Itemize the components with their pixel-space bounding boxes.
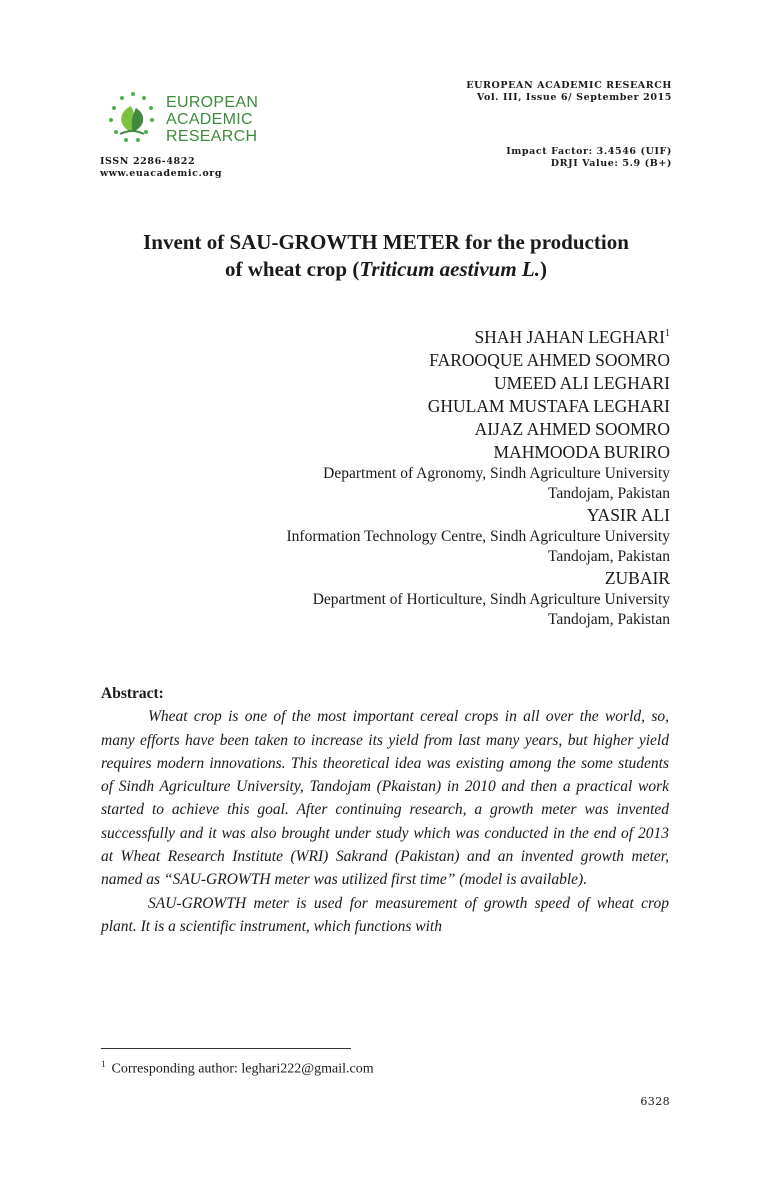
- affiliation-city: Tandojam, Pakistan: [547, 610, 670, 628]
- affiliation: Department of Agronomy, Sindh Agriculture University: [323, 464, 670, 482]
- abstract-paragraph: SAU-GROWTH meter is used for measurement of growth speed of wheat crop plant. It is a scientific instrument, which functions with: [101, 894, 669, 935]
- affiliation-city: Tandojam, Pakistan: [547, 484, 670, 502]
- impact-factor: Impact Factor: 3.4546 (UIF): [506, 146, 672, 157]
- title-text: of wheat crop (: [225, 257, 360, 281]
- footnote-mark: 1: [665, 328, 670, 339]
- impact-info: [420, 146, 672, 170]
- abstract-heading: Abstract:: [101, 685, 164, 702]
- author-name: ZUBAIR: [604, 567, 670, 588]
- logo-line-3: RESEARCH: [166, 128, 258, 145]
- footnote-number: 1: [101, 1059, 106, 1069]
- title-line-2: [100, 256, 672, 283]
- affiliation: Department of Horticulture, Sindh Agriculture University: [312, 590, 670, 608]
- author-name: SHAH JAHAN LEGHARI$^1$: [474, 326, 670, 347]
- issn: ISSN 2286-4822: [100, 156, 196, 167]
- journal-website: www.euacademic.org: [100, 168, 223, 179]
- affiliation-city: Tandojam, Pakistan: [547, 547, 670, 565]
- journal-name: EUROPEAN ACADEMIC RESEARCH: [466, 80, 672, 91]
- abstract-paragraph: Wheat crop is one of the most important cereal crops in all over the world, so, many efforts have been taken to increase its yield from last many years, but higher yield requires modern innovations. This theoretical idea was existing among the some students of Sindh Agriculture University, Tandojam (Pkaistan) in 2010 and then a practical work started to achieve this goal. After continuing research, a growth meter was invented successfully and it was also brought under study which was conducted in the end of 2013 at Wheat Research Institute (WRI) Sakrand (Pakistan) and an invented growth meter, named as “SAU-GROWTH meter was utilized first time” (model is available).: [101, 708, 669, 889]
- footnote-divider: [101, 1048, 351, 1049]
- leaf-icon: [120, 106, 144, 134]
- author-name: UMEED ALI LEGHARI: [494, 372, 670, 393]
- author-name: YASIR ALI: [586, 504, 670, 525]
- author-list: [100, 322, 670, 630]
- logo-wordmark: [166, 94, 286, 145]
- author-name: AIJAZ AHMED SOOMRO: [474, 418, 670, 439]
- footnote: [101, 1059, 374, 1078]
- author-name: MAHMOODA BURIRO: [493, 441, 670, 462]
- title-close: ): [539, 257, 547, 281]
- affiliation: Information Technology Centre, Sindh Agriculture University: [286, 527, 670, 545]
- issn-block: [100, 156, 222, 180]
- journal-volume: Vol. III, Issue 6/ September 2015: [476, 92, 672, 103]
- abstract: [101, 682, 669, 938]
- author-name: GHULAM MUSTAFA LEGHARI: [427, 395, 670, 416]
- page-number: 6328: [640, 1095, 670, 1108]
- paper-title: [100, 229, 672, 283]
- author-name: FAROOQUE AHMED SOOMRO: [429, 349, 670, 370]
- drji-value: DRJI Value: 5.9 (B+): [550, 158, 672, 169]
- logo-line-2: ACADEMIC: [166, 111, 253, 128]
- logo-line-1: EUROPEAN: [166, 94, 259, 111]
- title-line-1: Invent of SAU-GROWTH METER for the production: [143, 230, 629, 254]
- journal-info: [420, 80, 672, 104]
- footnote-text: Corresponding author: leghari222@gmail.com: [111, 1061, 374, 1077]
- species-name: Triticum aestivum L.: [359, 257, 540, 281]
